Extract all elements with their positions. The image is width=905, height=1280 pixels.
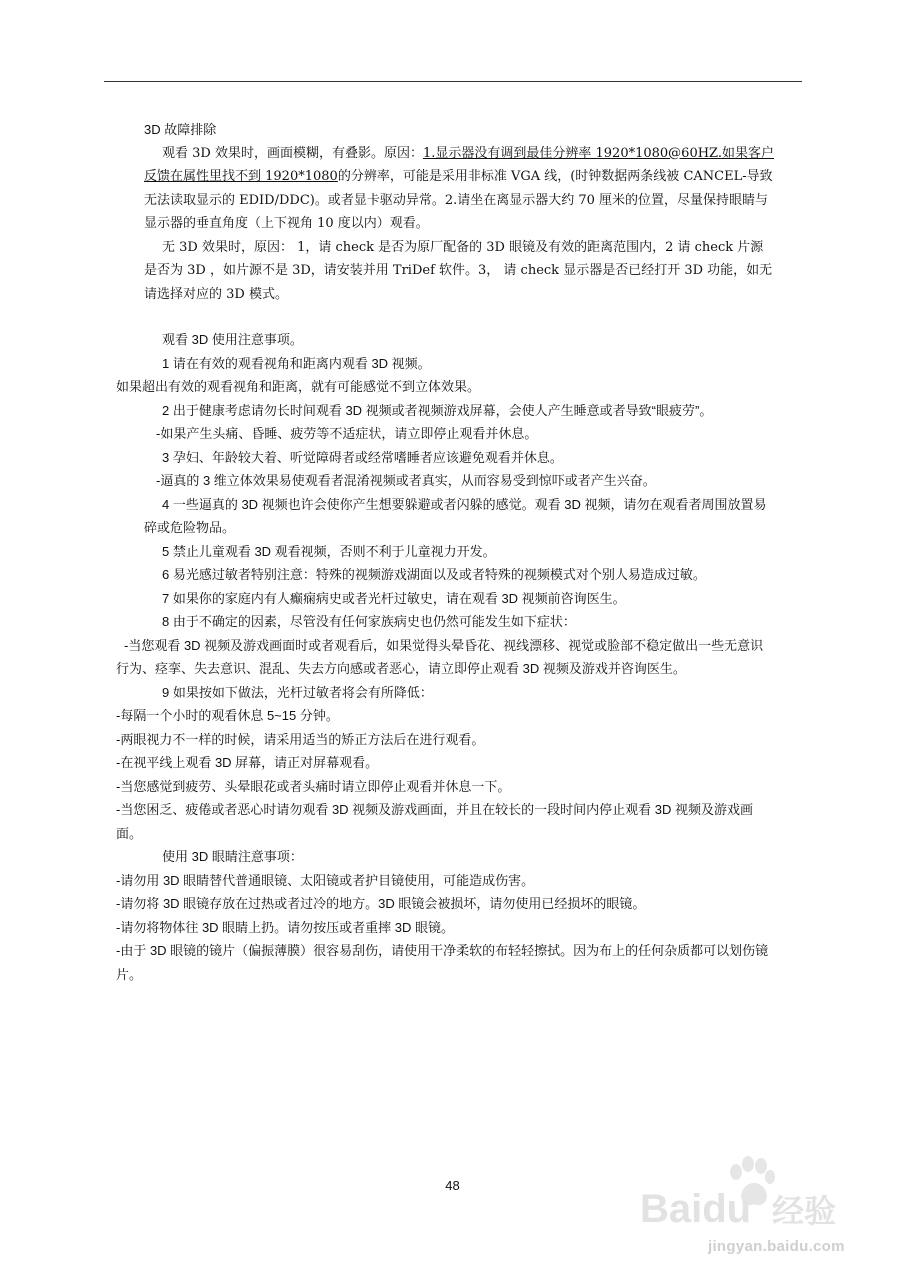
note-item: -当您观看 3D 视频及游戏画面时或者观看后，如果觉得头晕昏花、视线漂移、视觉或脸部不稳定做出一些无意识行为、痉挛、失去意识、混乱、失去方向感或者恶心，请立即停止观看 3D 视频及游戏并咨询医生。	[116, 637, 764, 676]
note-item: 7 如果你的家庭内有人癫痫病史或者光杆过敏史，请在观看 3D 视频前咨询医生。	[162, 590, 626, 606]
note-item: 1 请在有效的观看视角和距离内观看 3D 视频。	[162, 355, 431, 371]
note-item: 如果超出有效的观看视角和距离，就有可能感觉不到立体效果。	[116, 379, 481, 394]
note-item: 9 如果按如下做法，光杆过敏者将会有所降低：	[162, 684, 433, 700]
note-item: 使用 3D 眼睛注意事项：	[162, 849, 303, 864]
note-item: 3 孕妇、年龄较大着、听觉障碍者或经常嗜睡者应该避免观看并休息。	[162, 449, 563, 465]
note-item: -逼真的 3 维立体效果易使观看者混淆视频或者真实，从而容易受到惊吓或者产生兴奋。	[156, 473, 656, 488]
note-item: -两眼视力不一样的时候，请采用适当的矫正方法后在进行观看。	[116, 731, 485, 747]
section-heading: 3D 故障排除	[144, 122, 217, 137]
spacer	[144, 306, 776, 328]
note-item: -当您感觉到疲劳、头晕眼花或者头痛时请立即停止观看并休息一下。	[116, 778, 511, 794]
note-item: 6 易光感过敏者特别注意：特殊的视频游戏湖面以及或者特殊的视频模式对个别人易造成过敏。	[162, 567, 706, 582]
note-item: 2 出于健康考虑请勿长时间观看 3D 视频或者视频游戏屏幕，会使人产生睡意或者导致“眼疲劳”。	[162, 402, 713, 418]
paragraph-blurry-underlined: 1.显示器没有调到最佳分辨率 1920*1080@60HZ.如果客户反馈在属性里找不到 1920*1080	[144, 145, 774, 184]
watermark-brand: Baidu	[640, 1187, 752, 1231]
notes-title: 观看 3D 使用注意事项。	[162, 332, 303, 347]
paragraph-no-3d: 无 3D 效果时，原因： 1，请 check 是否为原厂配备的 3D 眼镜及有效的距离范围内，2 请 check 片源是否为 3D ，如片源不是 3D，请安装并用 TriDef 软件。3， 请 check 显示器是否已经打开 3D 功能，如无请选择对应的 3D 模式。	[144, 239, 773, 302]
note-item: 8 由于不确定的因素，尽管没有任何家族病史也仍然可能发生如下症状：	[162, 614, 576, 629]
note-item: 5 禁止儿童观看 3D 观看视频，否则不利于儿童视力开发。	[162, 543, 496, 559]
note-item: 4 一些逼真的 3D 视频也许会使你产生想要躲避或者闪躲的感觉。观看 3D 视频，请勿在观看者周围放置易碎或危险物品。	[144, 496, 767, 535]
paragraph-blurry-rest: 的分辨率，可能是采用非标准 VGA 线，(时钟数据两条线被 CANCEL-导致无法读取显示的 EDID/DDC)。或者显卡驱动异常。2.请坐在离显示器大约 70 厘米的位置，尽量保持眼睛与显示器的垂直角度（上下视角 10 度以内）观看。	[144, 169, 773, 231]
paragraph-blurry-lead: 观看 3D 效果时，画面模糊，有叠影。原因：	[162, 145, 423, 161]
note-item: -当您困乏、疲倦或者恶心时请勿观看 3D 视频及游戏画面，并且在较长的一段时间内停止观看 3D 视频及游戏画面。	[116, 802, 754, 841]
notes-list	[116, 352, 776, 987]
document-body	[116, 118, 776, 986]
page-number: 48	[445, 1178, 460, 1193]
note-item: -每隔一个小时的观看休息 5~15 分钟。	[116, 708, 339, 723]
note-item: -请勿将物体往 3D 眼睛上扔。请勿按压或者重摔 3D 眼镜。	[116, 919, 455, 935]
header-rule	[104, 81, 802, 82]
note-item: -如果产生头痛、昏睡、疲劳等不适症状，请立即停止观看并休息。	[156, 426, 538, 441]
watermark-url: jingyan.baidu.com	[708, 1238, 845, 1255]
note-item: -由于 3D 眼镜的镜片（偏振薄膜）很容易刮伤，请使用干净柔软的布轻轻擦拭。因为布上的任何杂质都可以划伤镜片。	[116, 943, 769, 982]
note-item: -请勿将 3D 眼镜存放在过热或者过冷的地方。3D 眼镜会被损坏，请勿使用已经损坏的眼镜。	[116, 896, 646, 911]
note-item: -请勿用 3D 眼睛替代普通眼镜、太阳镜或者护目镜使用，可能造成伤害。	[116, 872, 535, 888]
note-item: -在视平线上观看 3D 屏幕，请正对屏幕观看。	[116, 755, 379, 770]
watermark-cn: 经验	[772, 1192, 837, 1230]
paragraph-blurry-3d	[144, 142, 776, 236]
